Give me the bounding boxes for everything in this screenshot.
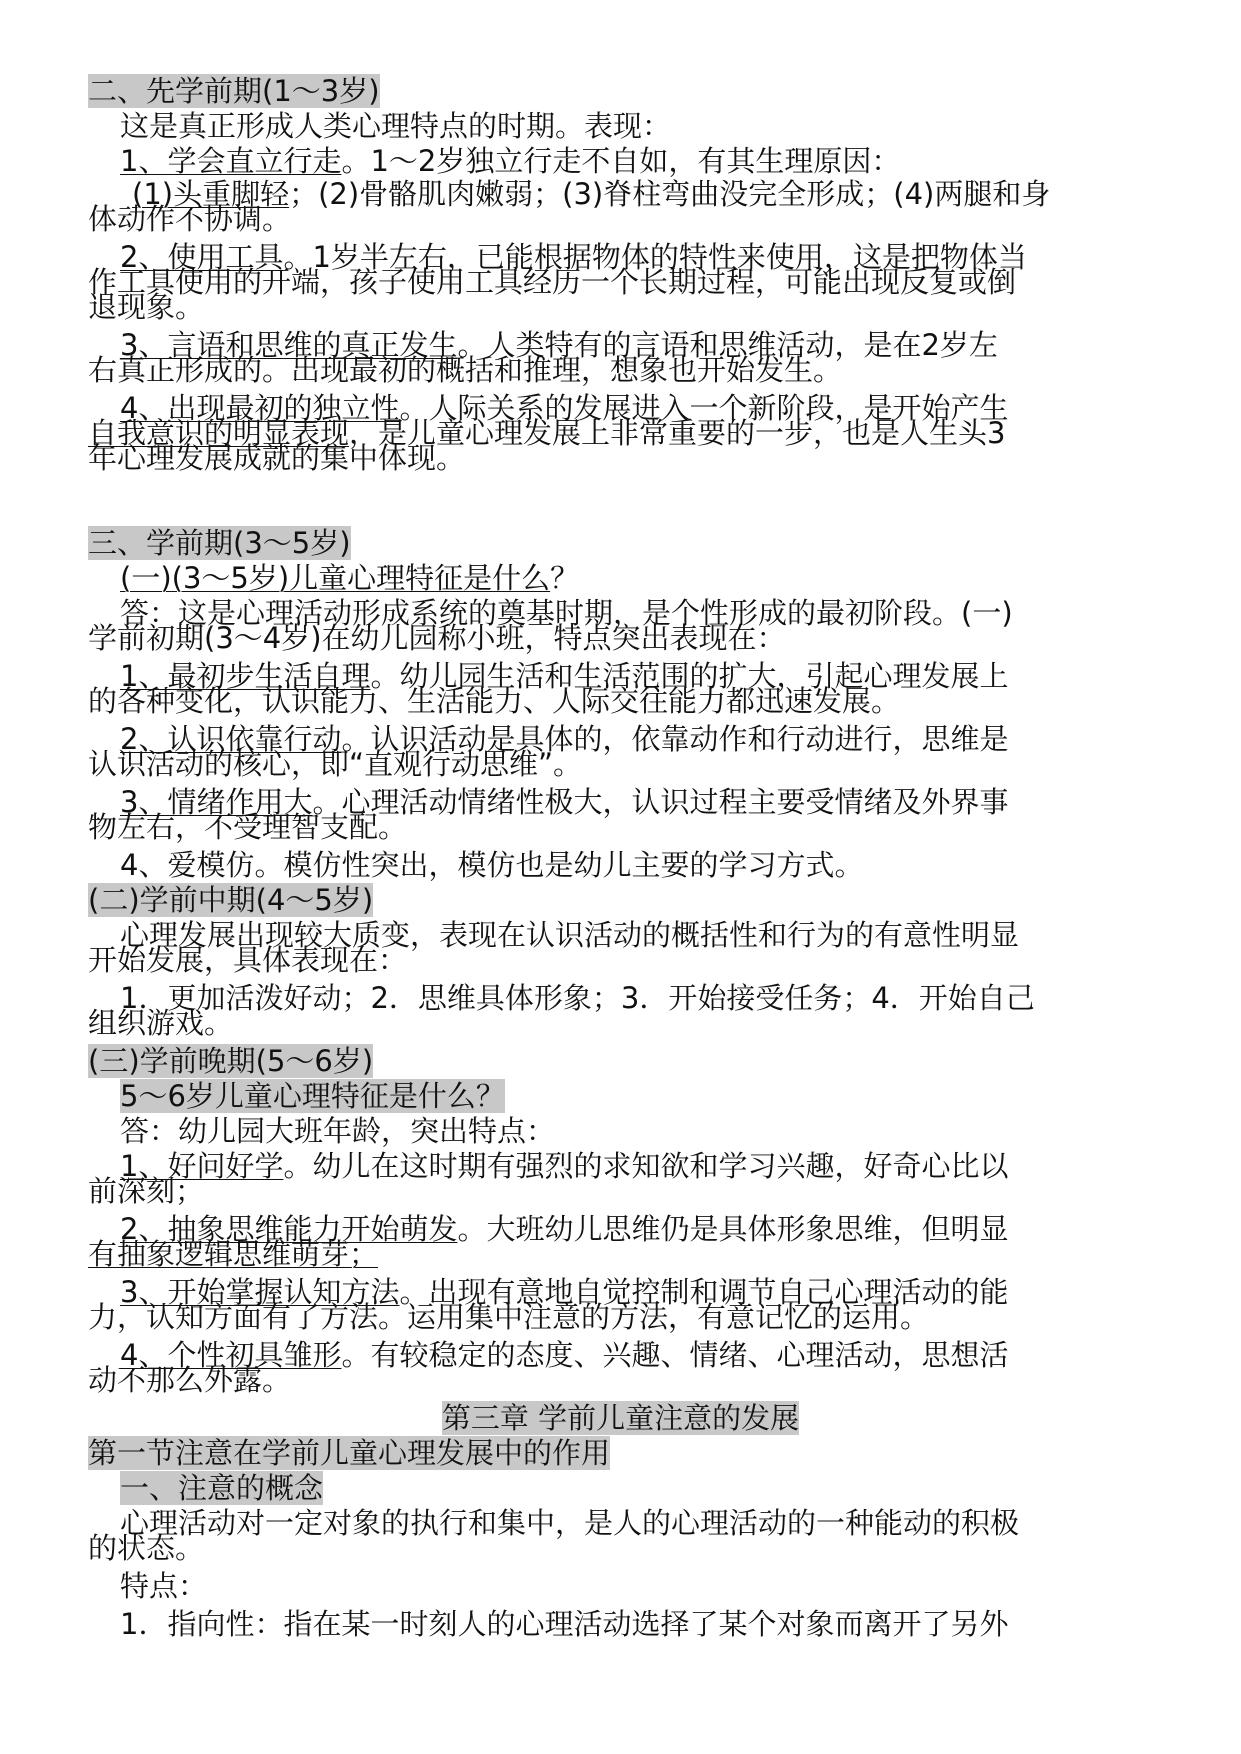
underlined-text: 3、情绪作用大	[120, 785, 313, 819]
underlined-text: (一)(3～5岁)儿童心理特征是什么	[120, 561, 551, 595]
underlined-text: 自我意识的明显表现	[88, 416, 350, 450]
text-run: 力，认知方面有了方法。运用集中注意的方法，有意记忆的运用。	[88, 1300, 930, 1334]
highlighted-text: 第三章 学前儿童注意的发展	[441, 1401, 800, 1435]
underlined-text: 3、开始掌握认知方法	[120, 1275, 400, 1309]
underlined-text: 有抽象逻辑思维萌芽；	[88, 1237, 379, 1271]
paragraph-line	[88, 354, 842, 386]
paragraph-line	[120, 110, 671, 142]
text-run: 退现象。	[88, 290, 205, 324]
text-run: 。认识活动是具体的，依靠动作和行动进行，思维是	[341, 722, 1009, 756]
highlighted-text: 一、注意的概念	[120, 1471, 324, 1505]
underlined-text: 1、最初步生活自理	[120, 659, 371, 693]
text-run: 特点：	[120, 1569, 208, 1603]
highlighted-text: (三)学前晚期(5～6岁)	[88, 1044, 374, 1078]
text-run: 答：这是心理活动形成系统的奠基时期，是个性形成的最初阶段。(一)	[120, 596, 1013, 630]
paragraph-line	[88, 811, 407, 843]
text-run: 答：幼儿园大班年龄，突出特点：	[120, 1114, 556, 1148]
text-run: 4、爱模仿。模仿性突出，模仿也是幼儿主要的学习方式。	[120, 848, 864, 882]
subsection-title	[120, 1472, 323, 1504]
highlighted-text: (二)学前中期(4～5岁)	[88, 883, 374, 917]
highlighted-text: 5～6岁儿童心理特征是什么？	[120, 1079, 505, 1113]
paragraph-line	[120, 1507, 1019, 1539]
text-run: 。幼儿在这时期有强烈的求知欲和学习兴趣，好奇心比以	[283, 1149, 1009, 1183]
paragraph-line	[88, 622, 786, 654]
paragraph-line	[88, 1364, 291, 1396]
list-item	[120, 982, 1035, 1014]
paragraph-line	[88, 291, 204, 323]
underlined-text: 2、抽象思维能力开始萌发	[120, 1212, 458, 1246]
underlined-text: 1、学会直立行走	[120, 144, 342, 178]
question-line	[120, 1080, 505, 1112]
underlined-text: (1)头重脚轻	[132, 177, 290, 211]
text-run: ？	[550, 561, 580, 595]
text-run: 。有较稳定的态度、兴趣、情绪、心理活动，思想活	[341, 1338, 1009, 1372]
paragraph-line	[88, 1175, 204, 1207]
text-run: 的状态。	[88, 1531, 205, 1565]
underlined-text: 4、个性初具雏形	[120, 1338, 342, 1372]
chapter-title	[0, 1402, 1241, 1434]
paragraph-line	[88, 203, 291, 235]
paragraph-line	[88, 266, 1016, 298]
section-heading	[88, 75, 380, 107]
text-run: 。出现有意地自觉控制和调节自己心理活动的能	[399, 1275, 1009, 1309]
paragraph-line	[88, 944, 407, 976]
text-run: 学前初期(3～4岁)在幼儿园称小班，特点突出表现在：	[88, 621, 786, 655]
subsection-heading	[88, 884, 373, 916]
underlined-text: 2、使用工具	[120, 240, 284, 274]
paragraph-line	[88, 1238, 378, 1270]
text-run: 心理活动对一定对象的执行和集中，是人的心理活动的一种能动的积极	[120, 1506, 1020, 1540]
paragraph-line	[88, 748, 582, 780]
paragraph-line	[88, 1532, 204, 1564]
list-item	[120, 849, 863, 881]
underlined-text: 3、言语和思维的真正发生	[120, 328, 458, 362]
highlighted-text: 三、学前期(3～5岁)	[88, 526, 351, 560]
text-run: 。1～2岁独立行走不自如，有其生理原因：	[341, 144, 901, 178]
paragraph-line	[88, 1007, 233, 1039]
paragraph-line	[120, 1570, 207, 1602]
section-title	[88, 1437, 610, 1469]
paragraph-line	[88, 685, 900, 717]
subsection-heading	[88, 1045, 373, 1077]
text-run: 1．更加活泼好动；2．思维具体形象；3．开始接受任务；4．开始自己	[120, 981, 1035, 1015]
section-heading	[88, 527, 351, 559]
paragraph-line	[120, 1115, 555, 1147]
underlined-text: 1、好问好学	[120, 1149, 284, 1183]
underlined-text: 2、认识依靠行动	[120, 722, 342, 756]
text-run: 物左右，不受理智支配。	[88, 810, 408, 844]
text-run: 的各种变化，认识能力、生活能力、人际交往能力都迅速发展。	[88, 684, 901, 718]
text-run: 。人类特有的言语和思维活动，是在2岁左	[457, 328, 998, 362]
text-run: 。大班幼儿思维仍是具体形象思维，但明显	[457, 1212, 1009, 1246]
text-run: 作工具使用的开端，孩子使用工具经历一个长期过程，可能出现反复或倒	[88, 265, 1017, 299]
text-run: 。幼儿园生活和生活范围的扩大，引起心理发展上	[370, 659, 1009, 693]
text-run: 这是真正形成人类心理特点的时期。表现：	[120, 109, 672, 143]
underlined-text: 4、出现最初的独立性	[120, 391, 400, 425]
highlighted-text: 二、先学前期(1～3岁)	[88, 74, 380, 108]
text-run: 动不那么外露。	[88, 1363, 292, 1397]
text-run: 体动作不协调。	[88, 202, 292, 236]
list-item	[120, 1608, 1008, 1640]
question-line	[120, 562, 579, 594]
text-run: ；(2)骨骼肌肉嫩弱；(3)脊柱弯曲没完全形成；(4)两腿和身	[289, 177, 1051, 211]
list-item	[120, 145, 900, 177]
paragraph-line	[88, 442, 465, 474]
paragraph-line	[88, 1301, 929, 1333]
text-run: 。心理活动情绪性极大，认识过程主要受情绪及外界事	[312, 785, 1009, 819]
text-run: ，是儿童心理发展上非常重要的一步，也是人生头3	[349, 416, 1006, 450]
text-run: 前深刻；	[88, 1174, 205, 1208]
text-run: 。1岁半左右，已能根据物体的特性来使用，这是把物体当	[283, 240, 1027, 274]
text-run: 心理发展出现较大质变，表现在认识活动的概括性和行为的有意性明显	[120, 918, 1020, 952]
text-run: 1．指向性：指在某一时刻人的心理活动选择了某个对象而离开了另外	[120, 1607, 1009, 1641]
text-run: 右真正形成的。出现最初的概括和推理，想象也开始发生。	[88, 353, 843, 387]
text-run: 认识活动的核心，即“直观行动思维”。	[88, 747, 583, 781]
text-run: 。人际关系的发展进入一个新阶段，是开始产生	[399, 391, 1009, 425]
list-item	[120, 1150, 1008, 1182]
text-run: 开始发展，具体表现在：	[88, 943, 408, 977]
text-run: 组织游戏。	[88, 1006, 234, 1040]
text-run: 年心理发展成就的集中体现。	[88, 441, 466, 475]
highlighted-text: 第一节注意在学前儿童心理发展中的作用	[88, 1436, 611, 1470]
